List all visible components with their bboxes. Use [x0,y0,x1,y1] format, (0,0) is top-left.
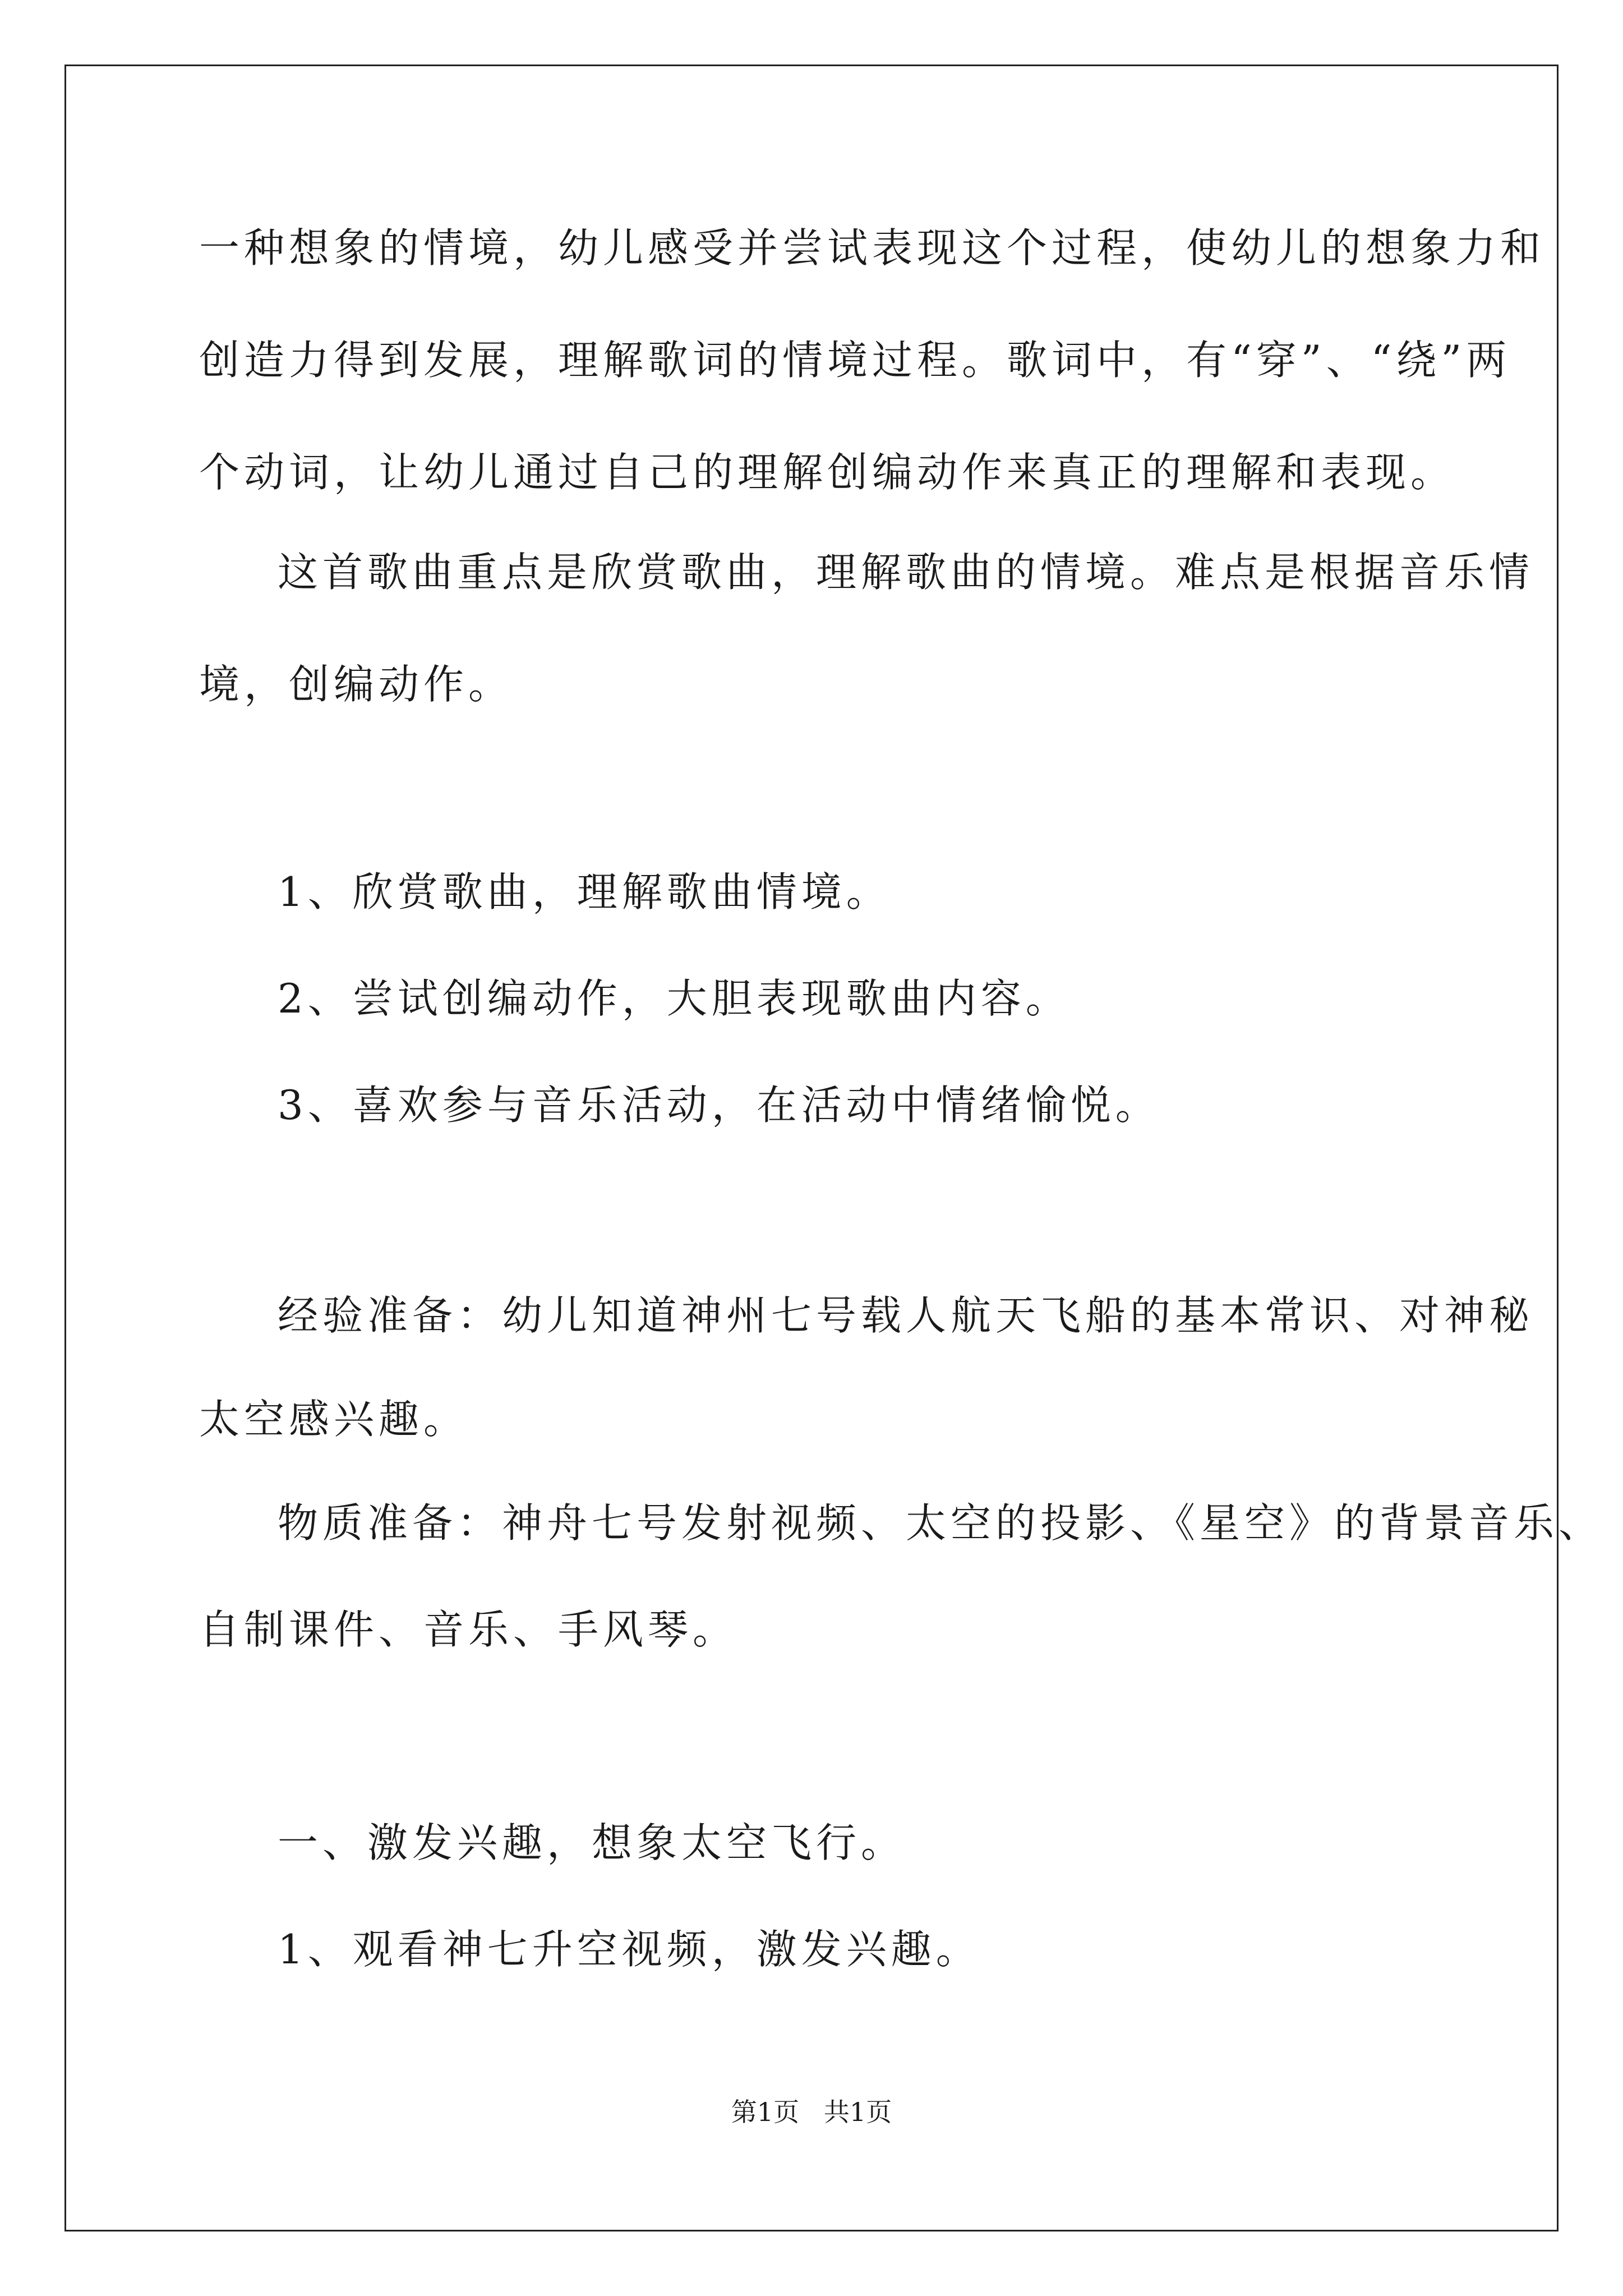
text-line: 经验准备：幼儿知道神州七号载人航天飞船的基本常识、对神秘 [278,1292,1534,1339]
text-line: 个动词，让幼儿通过自己的理解创编动作来真正的理解和表现。 [199,449,1456,496]
list-item: 1、欣赏歌曲，理解歌曲情境。 [278,868,891,915]
list-item: 2、尝试创编动作，大胆表现歌曲内容。 [278,975,1071,1022]
list-item: 3、喜欢参与音乐活动，在活动中情绪愉悦。 [278,1082,1160,1129]
text-line: 太空感兴趣。 [199,1396,469,1443]
text-line: 境，创编动作。 [199,661,514,708]
text-line: 物质准备：神舟七号发射视频、太空的投影、《星空》的背景音乐、 [278,1499,1604,1547]
list-item: 1、观看神七升空视频，激发兴趣。 [278,1926,981,1973]
text-line: 这首歌曲重点是欣赏歌曲，理解歌曲的情境。难点是根据音乐情 [278,549,1534,596]
text-line: 创造力得到发展，理解歌词的情境过程。歌词中，有“穿”、“绕”两 [199,337,1511,384]
section-heading: 一、激发兴趣，想象太空飞行。 [278,1819,906,1866]
text-line: 一种想象的情境，幼儿感受并尝试表现这个过程，使幼儿的想象力和 [199,224,1546,272]
text-line: 自制课件、音乐、手风琴。 [199,1606,738,1653]
page-footer: 第1页 共1页 [731,2097,892,2127]
page-border [64,65,1559,2231]
